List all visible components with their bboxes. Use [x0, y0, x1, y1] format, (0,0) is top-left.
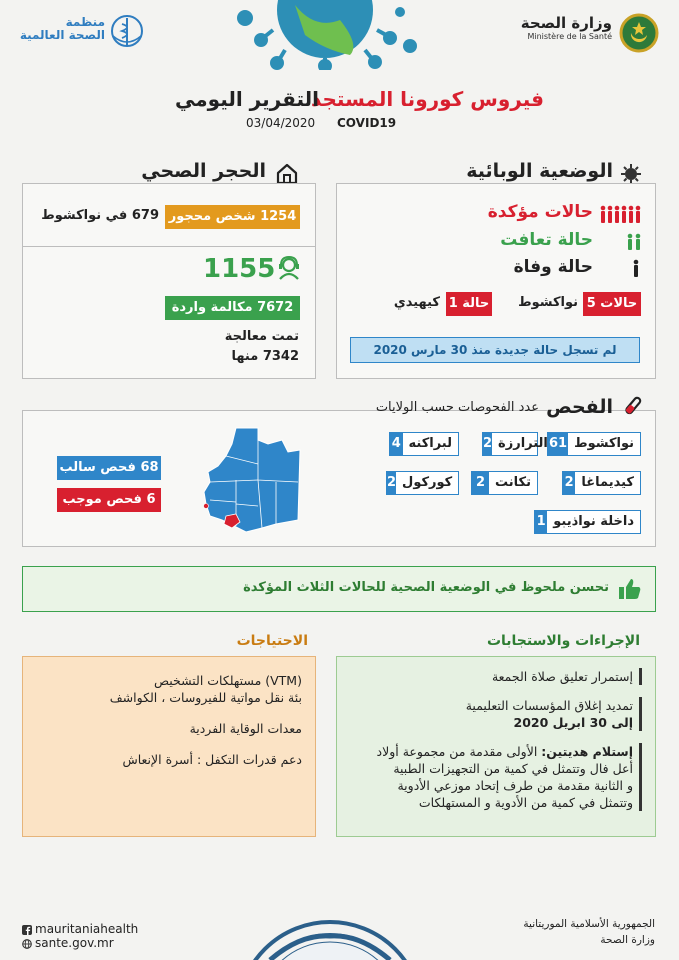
measure-donations-line1: الأولى مقدمة من مجموعة أولاد: [376, 744, 538, 759]
region-name: لبراكنه: [408, 436, 452, 451]
hotline-number: 1155: [203, 254, 276, 284]
nouakchott-cases-label: نواكشوط: [518, 295, 578, 310]
quarantined-badge: 1254 شخص محجور: [165, 205, 300, 229]
need-icu-beds: دعم قدرات التكفل : أسرة الإنعاش: [122, 752, 302, 767]
who-name-line1: منظمة: [65, 15, 105, 29]
measure-schools-closure: [352, 697, 642, 731]
death-label: حالة وفاة: [513, 257, 593, 277]
tests-title: الفحص: [546, 396, 613, 418]
epidemic-title: الوضعية الوبائية: [466, 160, 613, 182]
region-name: داخلة نواذيبو: [553, 514, 634, 529]
no-new-cases-notice: لم تسجل حالة جديدة منذ 30 مارس 2020: [350, 337, 640, 363]
measure-donations: [352, 743, 642, 811]
measure-donations-line4: وتتمثل في كمية من الأدوية و المستهلكات: [418, 795, 633, 810]
need-protective-equipment: معدات الوقاية الفردية: [189, 721, 302, 736]
who-logo: [18, 12, 143, 52]
region-count: 4: [390, 433, 403, 455]
ministry-name-ar: وزارة الصحة: [520, 14, 612, 32]
need-diagnostics-line2: بئة نقل مواتية للفيروسات ، الكواشف: [109, 690, 302, 705]
national-seal-icon: [230, 914, 430, 960]
measure-friday-prayer: إستمرار تعليق صلاة الجمعة: [352, 668, 642, 685]
need-diagnostics: [32, 672, 302, 706]
region-trarza: [482, 432, 548, 456]
region-name: كيديماغا: [581, 475, 634, 490]
mauritania-map: [196, 420, 306, 540]
measure-schools-line1: تمديد إغلاق المؤسسات التعليمية: [465, 698, 633, 713]
region-count: 2: [483, 433, 492, 455]
region-count: 2: [387, 472, 396, 494]
footer-republic: الجمهورية الأسلامية الموريتانية: [523, 918, 655, 930]
needs-title: الاحتياجات: [236, 633, 308, 649]
covid-label: COVID19: [337, 116, 397, 130]
needs-list: [32, 672, 302, 782]
virus-illustration-icon: [225, 0, 425, 70]
virus-icon: [620, 163, 642, 185]
region-tagant: [471, 471, 538, 495]
people-confirmed-icon: [600, 205, 644, 223]
region-name: الترارزة: [498, 436, 548, 451]
region-name: نواكشوط: [574, 436, 634, 451]
negative-tests-badge: 68 فحص سالب: [57, 456, 161, 480]
recovered-label: حالة تعافت: [500, 230, 593, 250]
measure-donations-line3: و الثانية مقدمة من طرف إتحاد موزعي الأدوية: [397, 778, 633, 793]
calls-badge: 7672 مكالمة واردة: [165, 296, 300, 320]
handled-line2: 7342 منها: [231, 349, 299, 364]
region-count: 2: [472, 472, 489, 494]
facebook-handle[interactable]: mauritaniahealth: [35, 922, 139, 936]
test-tube-icon: [620, 395, 644, 419]
footer-ministry: وزارة الصحة: [600, 934, 655, 946]
positive-tests-badge: 6 فحص موجب: [57, 488, 161, 512]
nouakchott-cases-badge: 5 حالات: [583, 292, 641, 316]
improvement-text: تحسن ملحوظ في الوضعية الصحية للحالات الثلاث المؤكدة: [243, 580, 609, 595]
region-count: 1: [535, 511, 547, 533]
measure-donations-lead: إستلام هديتين:: [541, 744, 633, 759]
measure-donations-line2: أعل فال وتتمثل في كمية من التجهيزات الطبية: [393, 761, 633, 776]
who-emblem-icon: [110, 14, 144, 50]
region-name: كوركول: [402, 475, 453, 490]
region-dakhlet-nouadhibou: [534, 510, 641, 534]
kiheidi-cases-label: كيهيدي: [393, 295, 440, 310]
region-count: 61: [548, 433, 568, 455]
region-count: 2: [563, 472, 575, 494]
ministry-name-fr: Ministère de la Santé: [527, 32, 612, 41]
website-link[interactable]: sante.gov.mr: [35, 936, 114, 950]
call-center-icon: [276, 255, 302, 281]
people-recovered-icon: [626, 233, 642, 250]
confirmed-label: حالات مؤكدة: [487, 202, 593, 222]
region-guidimakha: [562, 471, 641, 495]
handled-line1: تمت معالجة: [224, 329, 299, 344]
tests-subtitle: عدد الفحوصات حسب الولايات: [375, 400, 539, 415]
measures-title: الإجراءات والاستجابات: [486, 633, 640, 649]
report-date: 03/04/2020: [246, 116, 316, 130]
quarantine-title: الحجر الصحي: [141, 160, 266, 182]
measure-schools-line2: إلى 30 ابريل 2020: [513, 715, 633, 730]
region-gorgol: [386, 471, 459, 495]
globe-icon: [22, 939, 32, 949]
kiheidi-cases-badge: 1 حالة: [446, 292, 492, 316]
thumbs-up-icon: [618, 577, 642, 601]
report-title: التقرير اليومي: [175, 87, 319, 111]
measures-list: [352, 668, 642, 823]
who-name-line2: الصحة العالمية: [19, 28, 105, 42]
virus-title: فيروس كورونا المستجد: [310, 87, 544, 111]
need-diagnostics-line1: (VTM) مستهلكات التشخيص: [153, 673, 302, 688]
region-brakna: [389, 432, 459, 456]
person-death-icon: [632, 259, 640, 277]
quarantined-nouakchott: 679 في نواكشوط: [41, 208, 159, 223]
region-name: تكانت: [495, 475, 531, 490]
region-nouakchott: [547, 432, 641, 456]
ministry-emblem-icon: [618, 13, 660, 53]
house-icon: [276, 163, 298, 185]
facebook-icon: [22, 925, 32, 935]
